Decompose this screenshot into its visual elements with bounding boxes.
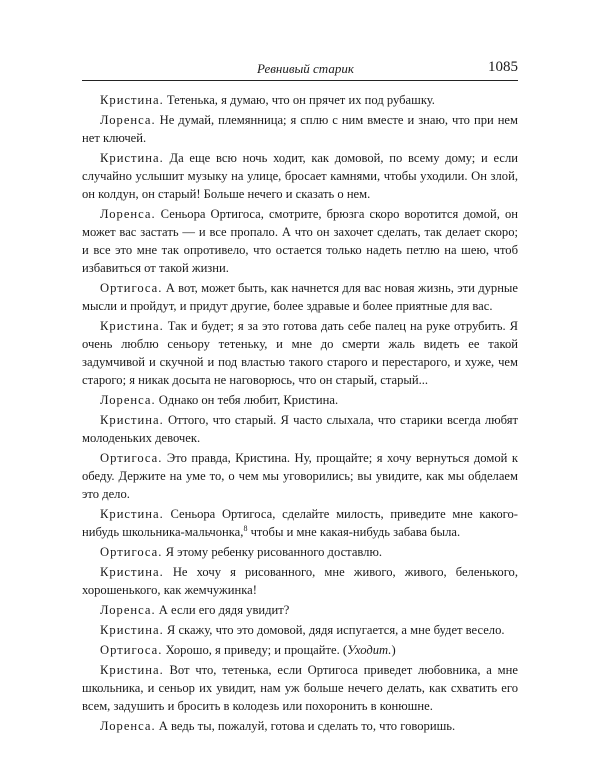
- dialogue-paragraph: [82, 149, 518, 203]
- dialogue-paragraph: [82, 279, 518, 315]
- dialogue-paragraph: [82, 621, 518, 639]
- speech-text: Вот что, тетенька, если Ортигоса приведет любовника, а мне школьника, и сеньор их увидит, нам уж больше нечего делать, как схватить его всем, задушить и бросить в колодезь или похоронить в конюшне.: [82, 663, 518, 713]
- speech-text: А ведь ты, пожалуй, готова и сделать то, что говоришь.: [158, 719, 456, 733]
- speech-text-continued: чтобы и мне какая-нибудь забава была.: [247, 525, 461, 539]
- page-body: [82, 91, 518, 735]
- speech-text: Оттого, что старый. Я часто слыхала, что старики всегда любят молоденьких девочек.: [82, 413, 518, 445]
- footnote-marker[interactable]: 8: [243, 523, 248, 533]
- speaker-name: Лоренса.: [100, 719, 156, 733]
- dialogue-paragraph: [82, 449, 518, 503]
- dialogue-paragraph: [82, 543, 518, 561]
- speaker-name: Кристина.: [100, 663, 164, 677]
- speech-text: Не думай, племянница; я сплю с ним вместе и знаю, что при нем нет ключей.: [82, 113, 518, 145]
- speaker-name: Кристина.: [100, 507, 164, 521]
- speech-text: Сеньора Ортигоса, сделайте милость, приведите мне какого-нибудь школьника-мальчонка,: [82, 507, 518, 539]
- speaker-name: Лоренса.: [100, 113, 156, 127]
- dialogue-paragraph: [82, 641, 518, 659]
- dialogue-paragraph: [82, 411, 518, 447]
- speech-text-continued: ): [391, 643, 396, 657]
- book-page: [82, 58, 518, 737]
- dialogue-paragraph: [82, 505, 518, 541]
- speaker-name: Кристина.: [100, 413, 164, 427]
- dialogue-paragraph: [82, 91, 518, 109]
- speaker-name: Лоренса.: [100, 393, 156, 407]
- speech-text: Хорошо, я приведу; и прощайте. (: [165, 643, 348, 657]
- dialogue-paragraph: [82, 317, 518, 389]
- dialogue-paragraph: [82, 717, 518, 735]
- speech-text: Да еще всю ночь ходит, как домовой, по всему дому; и если случайно услышит музыку на улице, бросает камнями, чтобы уходили. Он злой, он колдун, он старый! Больше нечего и сказать о нем.: [82, 151, 518, 201]
- speech-text: Я этому ребенку рисованного доставлю.: [165, 545, 383, 559]
- running-header: [82, 58, 518, 81]
- speech-text: А вот, может быть, как начнется для вас новая жизнь, эти дурные мысли и пройдут, и придут другие, более здравые и более приятные для вас.: [82, 281, 518, 313]
- dialogue-paragraph: [82, 661, 518, 715]
- speaker-name: Ортигоса.: [100, 451, 163, 465]
- page-number: 1085: [488, 59, 518, 75]
- speaker-name: Ортигоса.: [100, 545, 163, 559]
- dialogue-paragraph: [82, 563, 518, 599]
- dialogue-paragraph: [82, 391, 518, 409]
- speaker-name: Кристина.: [100, 623, 164, 637]
- stage-direction: Уходит.: [347, 643, 392, 657]
- speech-text: Сеньора Ортигоса, смотрите, брюзга скоро воротится домой, он может вас застать — и все пропало. А что он захочет сделать, так делает скоро; и все это мне так опротивело, что остается только надеть петлю на шею, чтоб избавиться от такой жизни.: [82, 207, 518, 275]
- speech-text: А если его дядя увидит?: [158, 603, 290, 617]
- speaker-name: Кристина.: [100, 151, 164, 165]
- speech-text: Тетенька, я думаю, что он прячет их под рубашку.: [166, 93, 435, 107]
- speech-text: Это правда, Кристина. Ну, прощайте; я хочу вернуться домой к обеду. Держите на уме то, о чем мы уговорились; вы увидите, как мы обделаем это дело.: [82, 451, 518, 501]
- speaker-name: Кристина.: [100, 319, 164, 333]
- speech-text: Я скажу, что это домовой, дядя испугается, а мне будет весело.: [166, 623, 505, 637]
- speech-text: Не хочу я рисованного, мне живого, живого, беленького, хорошенького, как жемчужинка!: [82, 565, 518, 597]
- speaker-name: Кристина.: [100, 93, 164, 107]
- speaker-name: Лоренса.: [100, 207, 156, 221]
- speech-text: Так и будет; я за это готова дать себе палец на руке отрубить. Я очень люблю сеньору тетеньку, и мне до смерти жаль видеть ее такой задумчивой и скучной и под властью такого старого и перестарого, и хуже, чем старого; я никак досыта не наговорюсь, что он старый, старый...: [82, 319, 518, 387]
- speech-text: Однако он тебя любит, Кристина.: [158, 393, 339, 407]
- dialogue-paragraph: [82, 601, 518, 619]
- speaker-name: Лоренса.: [100, 603, 156, 617]
- running-title: Ревнивый старик: [257, 61, 354, 76]
- speaker-name: Ортигоса.: [100, 643, 163, 657]
- dialogue-paragraph: [82, 205, 518, 277]
- speaker-name: Кристина.: [100, 565, 164, 579]
- speaker-name: Ортигоса.: [100, 281, 163, 295]
- dialogue-paragraph: [82, 111, 518, 147]
